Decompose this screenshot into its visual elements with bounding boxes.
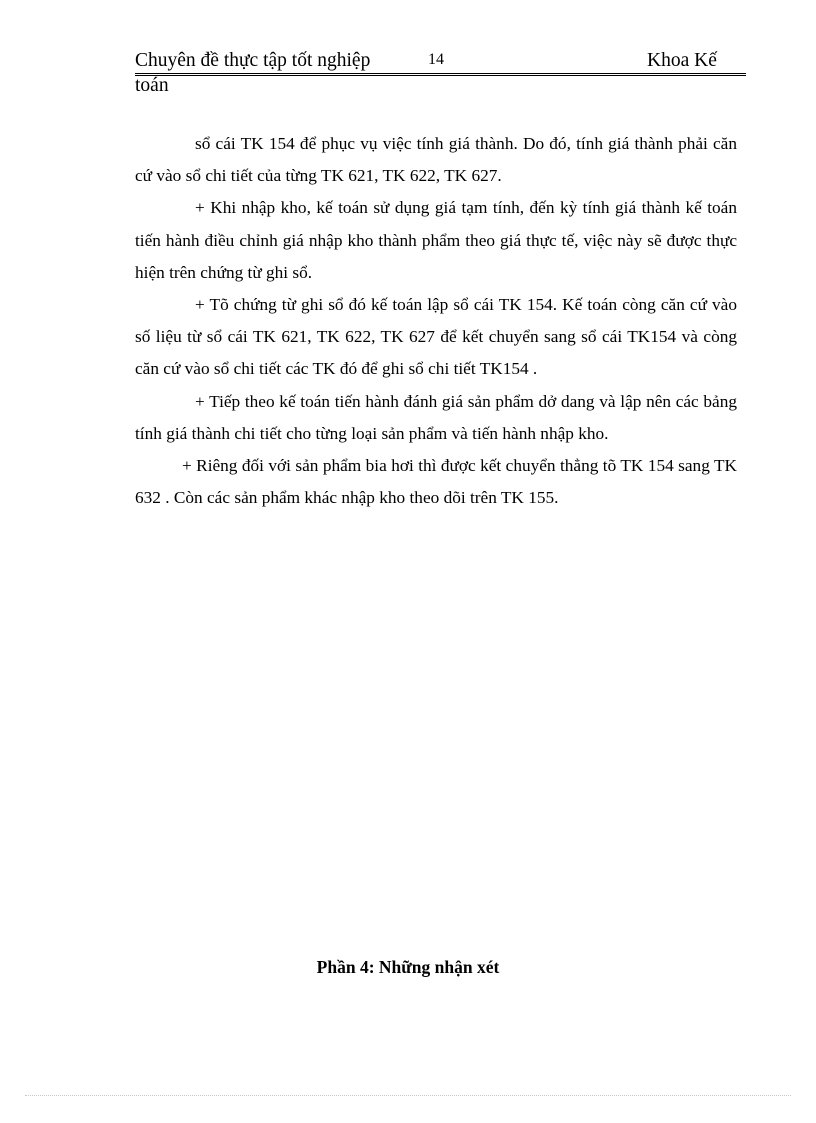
header-department: Khoa Kế	[647, 50, 717, 71]
paragraph-2: + Khi nhập kho, kế toán sử dụng giá tạm tính, đến kỳ tính giá thành kế toán tiến hành điều chỉnh giá nhập kho thành phẩm theo giá thực tế, việc này sẽ được thực hiện trên chứng từ ghi sổ.	[135, 198, 737, 282]
header-department-wrap: toán	[135, 75, 169, 96]
header-title: Chuyên đề thực tập tốt nghiệp	[135, 50, 371, 71]
page-bottom-border	[25, 1095, 791, 1096]
paragraph-3: + Tõ chứng từ ghi sổ đó kế toán lập sổ cái TK 154. Kế toán còng căn cứ vào số liệu từ sổ cái TK 621, TK 622, TK 627 để kết chuyển sang sổ cái TK154 và còng căn cứ vào sổ chi tiết các TK đó để ghi sổ chi tiết TK154 .	[135, 295, 737, 379]
paragraph-1: sổ cái TK 154 để phục vụ việc tính giá thành. Do đó, tính giá thành phải căn cứ vào sổ chi tiết của từng TK 621, TK 622, TK 627.	[135, 134, 737, 186]
header-rule-bottom	[135, 75, 746, 76]
section-title: Phần 4: Những nhận xét	[316, 957, 500, 977]
header-rule-top	[135, 73, 746, 74]
paragraph-4: + Tiếp theo kế toán tiến hành đánh giá sản phẩm dở dang và lập nên các bảng tính giá thành chi tiết cho từng loại sản phẩm và tiến hành nhập kho.	[135, 391, 737, 443]
page-header	[135, 50, 746, 75]
body-text	[135, 128, 737, 514]
page-number: 14	[428, 51, 444, 68]
paragraph-5: + Riêng đối với sản phẩm bia hơi thì được kết chuyển thẳng tõ TK 154 sang TK 632 . Còn các sản phẩm khác nhập kho theo dõi trên TK 155.	[135, 456, 737, 508]
